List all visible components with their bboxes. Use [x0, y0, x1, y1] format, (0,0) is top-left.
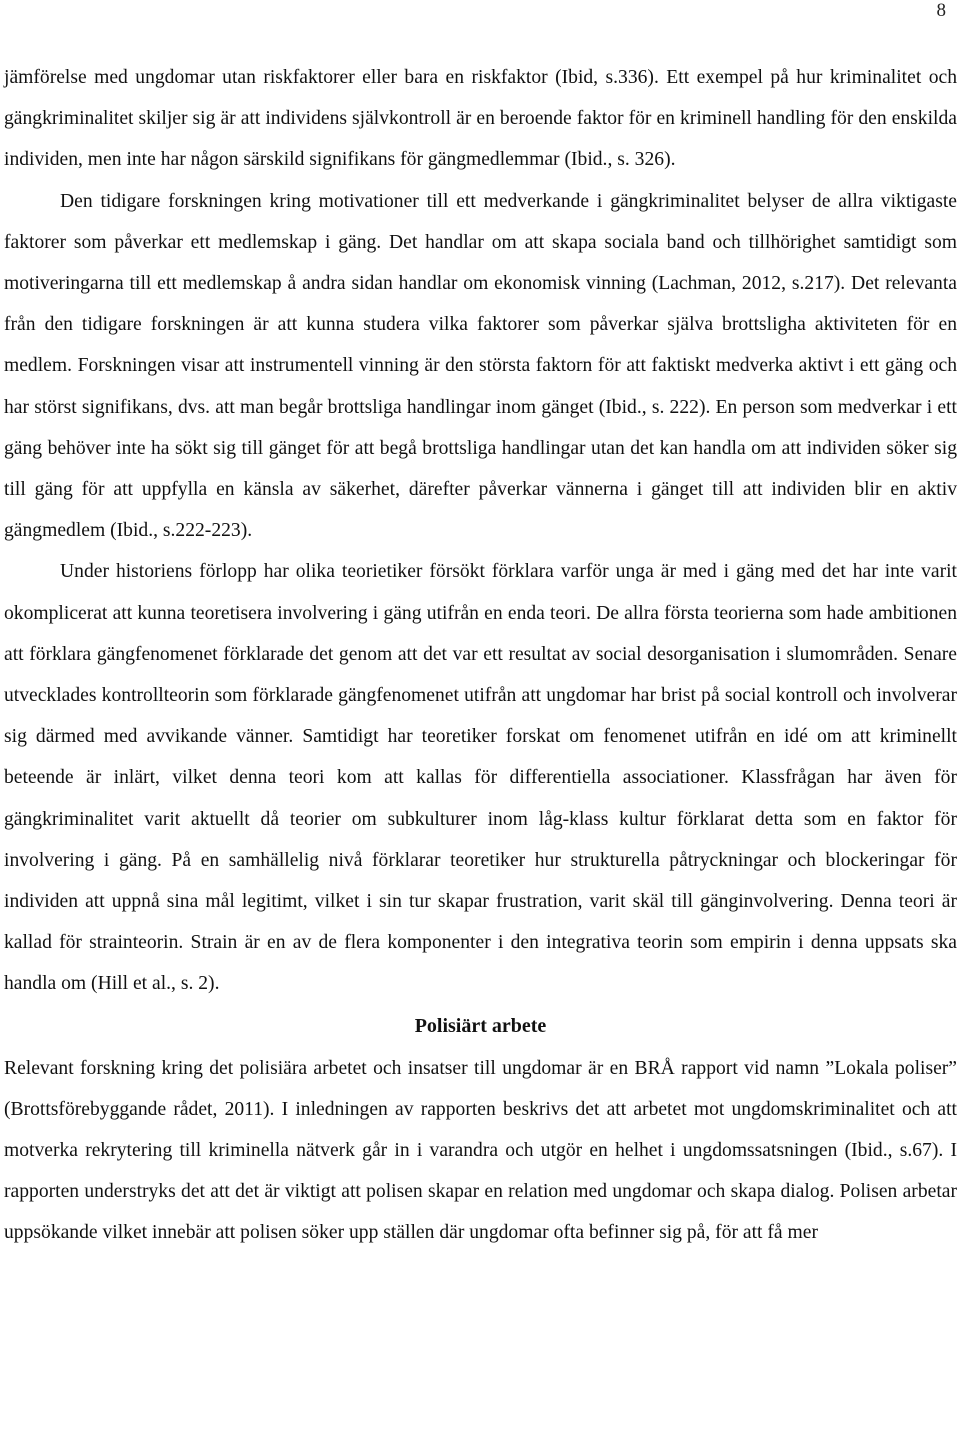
page-number: 8: [936, 0, 946, 21]
paragraph-gang-theories: Under historiens förlopp har olika teorietiker försökt förklara varför unga är med i gäng med det har inte varit okomplicerat att kunna teoretisera involvering i gäng utifrån en enda teori. De allra första teorierna som hade ambitionen att förklara gängfenomenet förklarade det genom att det var ett resultat av social desorganisation i slumområden. Senare utvecklades kontrollteorin som förklarade gängfenomenet utifrån att ungdomar har brist på social kontroll och involverar sig därmed med avvikande vänner. Samtidigt har teoretiker forskat om fenomenet utifrån en idé om att kriminellt beteende är inlärt, vilket denna teori kom att kallas för differentiella associationer. Klassfrågan har även för gängkriminalitet varit aktuellt då teorier om subkulturer inom låg-klass kultur förklarat detta som en faktor för involvering i gäng. På en samhällelig nivå förklarar teoretiker hur strukturella påtryckningar och blockeringar för individen att uppnå sina mål legitimt, vilket i sin tur skapar frustration, varit skäl till gänginvolvering. Denna teori är kallad för strainteorin. Strain är en av de flera komponenter i den integrativa teorin som empirin i denna uppsats ska handla om (Hill et al., s. 2).: [4, 561, 957, 995]
paragraph-motivation-research: Den tidigare forskningen kring motivationer till ett medverkande i gängkriminalitet belyser de allra viktigaste faktorer som påverkar ett medlemskap i gäng. Det handlar om att skapa sociala band och tillhörighet samtidigt som motiveringarna till ett medlemskap å andra sidan handlar om ekonomisk vinning (Lachman, 2012, s.217). Det relevanta från den tidigare forskningen är att kunna studera vilka faktorer som påverkar själva brottsligha aktiviteten för en medlem. Forskningen visar att instrumentell vinning är den största faktorn för att faktiskt medverka aktivt i ett gäng och har störst signifikans, dvs. att man begår brottsliga handlingar inom gänget (Ibid., s. 222). En person som medverkar i ett gäng behöver inte ha sökt sig till gänget för att begå brottsliga handlingar utan det kan handla om att individen söker sig till gäng för att uppfylla en känsla av säkerhet, därefter påverkar vännerna i gänget till att individen blir en aktiv gängmedlem (Ibid., s.222-223).: [4, 190, 957, 542]
paragraph-continuation: jämförelse med ungdomar utan riskfaktorer eller bara en riskfaktor (Ibid, s.336). Ett exempel på hur kriminalitet och gängkriminalitet skiljer sig är att individens självkontroll är en beroende faktor för en kriminell handling för den enskilda individen, men inte har någon särskild signifikans för gängmedlemmar (Ibid., s. 326).: [4, 67, 957, 171]
section-heading-polisiart-arbete: Polisiärt arbete: [414, 1014, 547, 1037]
paragraph-police-work: Relevant forskning kring det polisiära arbetet och insatser till ungdomar är en BRÅ rapport vid namn ”Lokala poliser” (Brottsförebyggande rådet, 2011). I inledningen av rapporten beskrivs det att arbetet mot ungdomskriminalitet och att motverka rekrytering till kriminella nätverk går in i varandra och utgör en helhet i ungdomssatsningen (Ibid., s.67). I rapporten understryks det att det är viktigt att polisen skapar en relation med ungdomar och skapa dialog. Polisen arbetar uppsökande vilket innebär att polisen söker upp ställen där ungdomar ofta befinner sig på, för att få mer: [4, 1057, 957, 1244]
document-body: [4, 57, 957, 1254]
